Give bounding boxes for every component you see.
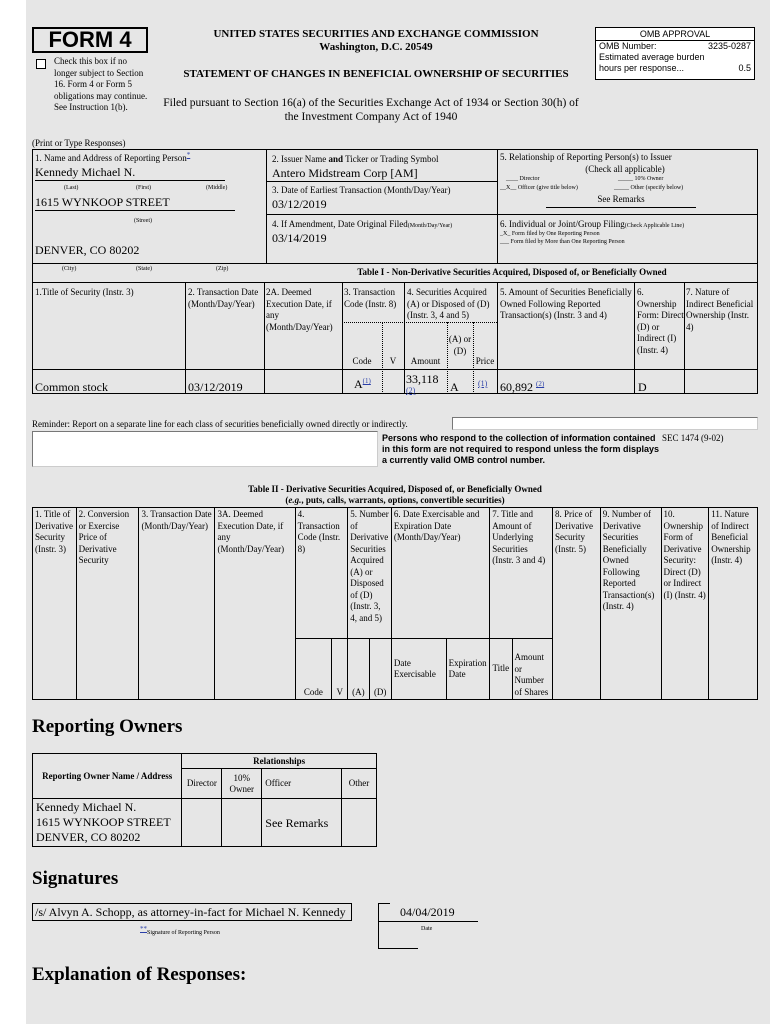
agency-city: Washington, D.C. 20549 [319,41,433,53]
t1-h-acquired: 4. Securities Acquired (A) or Disposed of (D) (Instr. 3, 4 and 5) [407,287,490,320]
reminder-text: Reminder: Report on a separate line for each class of securities beneficially owned directly or indirectly. [32,419,408,429]
omb-burden2: hours per response... [599,63,685,73]
relationship-director: ____ Director [506,176,540,182]
checkbox-text: Check this box if no longer subject to Section 16. Form 4 or Form 5 obligations may continue. See Instruction 1(b). [54,56,148,112]
relationship-other: _____ Other (specify below) [614,185,684,191]
label-state: (State) [136,266,152,272]
sec-number: SEC 1474 (9-02) [662,433,724,443]
t2-h-ownership: 10. Ownership Form of Derivative Security: Direct (D) or Indirect (I) (Instr. 4) [661,508,709,700]
director-label: Director [519,176,540,182]
t1-row-aord: A [450,380,459,394]
t1-row-code-value: A [354,377,363,391]
ten-pct-label: 10% Owner [634,176,664,182]
reminder-input-2[interactable] [32,431,378,467]
t1-sub-v: V [389,356,397,366]
ro-owner-street: 1615 WYNKOOP STREET [36,815,171,829]
t2-h-underlying: 7. Title and Amount of Underlying Securities (Instr. 3 and 4) [490,508,553,639]
t2-h-price: 8. Price of Derivative Security (Instr. 5) [553,508,601,700]
t2-sub-amount: Amount or Number of Shares [512,639,553,700]
ro-officer-val: See Remarks [262,799,342,847]
t2-h-conversion: 2. Conversion or Exercise Price of Derivative Security [76,508,139,700]
agency-name: UNITED STATES SECURITIES AND EXCHANGE COMMISSION [213,28,539,40]
filed-pursuant-line1: Filed pursuant to Section 16(a) of the Securities Exchange Act of 1934 or Section 30(h) of [163,97,579,109]
ro-h-director: Director [182,769,222,799]
t1-row-title: Common stock [35,380,109,394]
label-middle: (Middle) [206,185,228,191]
date-label: Date [421,926,433,932]
t2-h-owned: 9. Number of Derivative Securities Beneficially Owned Following Reported Transaction(s) (Instr. 4) [600,508,661,700]
ro-h-name: Reporting Owner Name / Address [33,754,182,799]
label-street: (Street) [134,218,152,224]
t1-sub-aord: (A) or (D) [448,334,472,356]
ro-director-val [182,799,222,847]
label-individual-joint [500,219,684,231]
t2-h-deemed: 3A. Deemed Execution Date, if any (Month/Day/Year) [215,508,295,700]
t1-row-owned [500,380,544,394]
earliest-transaction-date: 03/12/2019 [272,197,327,211]
t1-h-nature: 7. Nature of Indirect Beneficial Ownership (Instr. 4) [686,287,754,332]
filing-more-person: ___ Form filed by More than One Reporting Person [500,239,625,245]
t2-sub-v: V [332,639,348,700]
t1-row-amount: 33,118 [406,372,439,386]
persons-respond-text: Persons who respond to the collection of information contained in this form are not required to respond unless the form displays a currently valid OMB control number. [382,433,660,465]
t2-h-date: 3. Transaction Date (Month/Day/Year) [139,508,215,700]
t1-row-amount-footnote[interactable]: (2) [406,386,416,395]
t2-h-title: 1. Title of Derivative Security (Instr. 3) [33,508,77,700]
reporting-owners-heading: Reporting Owners [32,716,183,737]
omb-number: 3235-0287 [707,41,751,51]
t1-sub-price: Price [475,356,495,366]
omb-hours: 0.5 [738,63,751,73]
label-issuer: 2. Issuer Name and Ticker or Trading Symbol [272,154,439,164]
t1-row-code [354,377,371,391]
t2-sub-d: (D) [369,639,391,700]
label-relationship: 5. Relationship of Reporting Person(s) to Issuer [500,152,672,162]
label-earliest-date: 3. Date of Earliest Transaction (Month/Day/Year) [272,185,451,195]
table2-title: Table II - Derivative Securities Acquired, Disposed of, or Beneficially Owned [248,484,542,494]
t1-row-owned-footnote[interactable]: (2) [536,380,545,388]
officer-title-remarks: See Remarks [597,194,645,204]
t1-row-price-footnote[interactable]: (1) [478,379,488,388]
t2-sub-date-exercisable: Date Exercisable [391,639,446,700]
label-last: (Last) [64,185,79,191]
relationship-10pct: _____ 10% Owner [618,176,664,182]
label-amendment-text: 4. If Amendment, Date Original Filed [272,219,408,229]
form-title-box [32,27,148,53]
filing-one-person: _X_ Form filed by One Reporting Person [500,231,600,237]
omb-title: OMB APPROVAL [596,28,754,41]
ro-h-officer: Officer [262,769,342,799]
t2-h-exercisable: 6. Date Exercisable and Expiration Date (Month/Day/Year) [391,508,489,639]
ro-owner-address [33,799,182,847]
omb-number-row [596,41,754,52]
ro-owner-city: DENVER, CO 80202 [36,830,141,844]
t1-h-code: 3. Transaction Code (Instr. 8) [344,287,397,309]
signature-footnote[interactable]: ** [140,925,147,933]
omb-number-label: OMB Number: [599,41,657,51]
label-zip: (Zip) [216,266,229,272]
amendment-date: 03/14/2019 [272,231,327,245]
signature-text: /s/ Alvyn A. Schopp, as attorney-in-fact for Michael N. Kennedy [35,905,346,919]
relationship-officer: __X__ Officer (give title below) [500,185,578,191]
t1-h-date: 2. Transaction Date (Month/Day/Year) [188,287,259,309]
t1-row-date: 03/12/2019 [188,380,243,394]
issuer-name: Antero Midstream Corp [AM] [272,166,418,180]
omb-approval-box [595,27,755,80]
statement-title: STATEMENT OF CHANGES IN BENEFICIAL OWNERSHIP OF SECURITIES [183,68,569,80]
t1-row-form: D [638,380,647,394]
t2-sub-a: (A) [348,639,369,700]
label-name-address [35,153,190,165]
ro-10pct-val [222,799,262,847]
reporting-owners-table [32,753,377,847]
reminder-input-1[interactable] [452,417,758,430]
label-amendment [272,219,452,231]
signature-label-text: Signature of Reporting Person [147,930,220,936]
t1-sub-amount: Amount [410,356,441,366]
signatures-heading: Signatures [32,868,119,889]
table1-title: Table I - Non-Derivative Securities Acquired, Disposed of, or Beneficially Owned [357,267,667,277]
t2-h-code: 4. Transaction Code (Instr. 8) [295,508,348,639]
signature-date: 04/04/2019 [400,905,455,919]
label-city: (City) [62,266,77,272]
t1-row-owned-value: 60,892 [500,380,533,394]
omb-burden1: Estimated average burden [599,52,705,62]
form-page [26,0,770,1024]
label-name-address-text: 1. Name and Address of Reporting Person [35,153,187,163]
t2-sub-expiration: Expiration Date [446,639,490,700]
reporting-person-name: Kennedy Michael N. [35,165,136,179]
no-longer-subject-checkbox[interactable] [36,59,46,69]
table2 [32,507,758,700]
t2-sub-title: Title [490,639,512,700]
t1-h-title: 1.Title of Security (Instr. 3) [35,287,134,297]
form-title: FORM 4 [48,27,132,52]
t2-h-nature: 11. Nature of Indirect Beneficial Ownership (Instr. 4) [709,508,758,700]
t1-row-code-footnote[interactable]: (1) [362,377,371,385]
filed-pursuant-line2: the Investment Company Act of 1940 [284,111,458,123]
ro-h-10pct: 10% Owner [222,769,262,799]
omb-burden-row [596,63,754,74]
t2-sub-code: Code [295,639,332,700]
t1-h-deemed: 2A. Deemed Execution Date, if any (Month/Day/Year) [266,287,333,332]
table2-subtitle: (e.g., puts, calls, warrants, options, convertible securities) [285,495,505,505]
label-individual-text: 6. Individual or Joint/Group Filing [500,219,625,229]
ro-h-other: Other [342,769,377,799]
label-check-applicable: (Check all applicable) [585,164,665,174]
t1-h-amount-owned: 5. Amount of Securities Beneficially Owned Following Reported Transaction(s) (Instr. 3 and 4) [500,287,632,320]
footnote-star[interactable]: * [186,151,191,159]
ro-h-relationships: Relationships [182,754,377,769]
t1-sub-code: Code [352,356,372,366]
explanation-heading: Explanation of Responses: [32,964,247,985]
street-address: 1615 WYNKOOP STREET [35,195,170,209]
ro-other-val [342,799,377,847]
t1-h-ownership: 6. Ownership Form: Direct (D) or Indirect (I) (Instr. 4) [637,287,684,355]
city-state-zip: DENVER, CO 80202 [35,243,140,257]
signature-label [140,925,220,937]
t2-h-number: 5. Number of Derivative Securities Acquired (A) or Disposed of (D) (Instr. 3, 4, and 5) [348,508,392,639]
label-individual-small: (Check Applicable Line) [624,223,685,229]
label-amendment-small: (Month/Day/Year) [407,223,453,229]
ro-owner-name: Kennedy Michael N. [36,800,137,814]
label-first: (First) [136,185,151,191]
print-note: (Print or Type Responses) [32,138,126,148]
